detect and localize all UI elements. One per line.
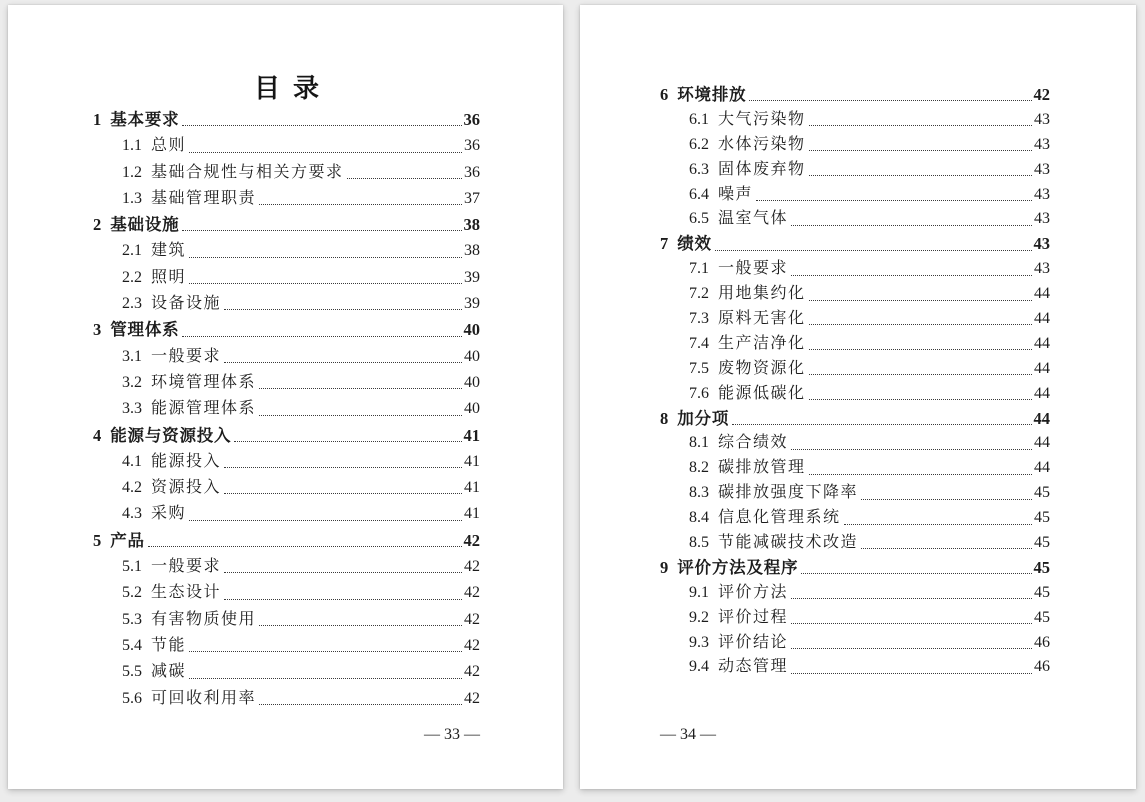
- toc-entry[interactable]: [660, 83, 1050, 108]
- toc-title: 目 录: [253, 74, 319, 103]
- toc-leader-dots: [224, 467, 462, 468]
- toc-entry-pagenum: 41: [464, 505, 480, 523]
- toc-entry-title: 采购: [151, 505, 187, 523]
- toc-entry[interactable]: [660, 581, 1050, 606]
- toc-entry-pagenum: 45: [1034, 534, 1050, 552]
- toc-entry-number: 5.5: [122, 663, 142, 681]
- toc-entry-number: 2: [93, 215, 102, 235]
- toc-entry-number: 1: [93, 110, 102, 129]
- toc-leader-dots: [182, 125, 461, 126]
- toc-entry-number: 8.5: [689, 534, 709, 552]
- toc-entry[interactable]: [93, 160, 480, 186]
- toc-entry[interactable]: [93, 659, 480, 685]
- toc-entry-title: 基础设施: [110, 215, 180, 235]
- toc-entry-title: 一般要求: [151, 347, 222, 365]
- toc-entry[interactable]: [660, 431, 1050, 456]
- toc-entry[interactable]: [660, 332, 1050, 357]
- toc-entry-pagenum: 45: [1034, 583, 1050, 601]
- toc-entry-number: 4: [93, 425, 102, 445]
- toc-leader-dots: [715, 250, 1032, 251]
- toc-entry-number: 7.2: [689, 285, 709, 303]
- toc-entry-title: 基本要求: [110, 110, 180, 129]
- toc-entry-title: 水体污染物: [718, 135, 806, 153]
- toc-entry-title: 噪声: [718, 185, 754, 203]
- toc-entry-number: 7.1: [689, 260, 709, 278]
- toc-leader-dots: [224, 493, 462, 494]
- toc-entry-title: 资源投入: [151, 479, 222, 497]
- toc-entry-title: 固体废弃物: [718, 160, 806, 178]
- toc-entry[interactable]: [660, 531, 1050, 556]
- toc-entry-title: 照明: [151, 268, 187, 286]
- toc-entry[interactable]: [660, 257, 1050, 282]
- toc-leader-dots: [809, 150, 1032, 151]
- toc-entry[interactable]: [93, 107, 480, 133]
- toc-entry[interactable]: [93, 396, 480, 422]
- toc-entry[interactable]: [660, 382, 1050, 407]
- toc-entry-pagenum: 38: [463, 215, 480, 235]
- toc-entry-pagenum: 43: [1034, 185, 1050, 203]
- toc-entry-pagenum: 38: [464, 242, 480, 260]
- toc-entry-number: 5.1: [122, 558, 142, 576]
- toc-entry[interactable]: [660, 556, 1050, 581]
- toc-leader-dots: [189, 520, 462, 521]
- toc-entry-title: 一般要求: [151, 558, 222, 576]
- toc-list-left: [93, 107, 480, 712]
- toc-entry[interactable]: [660, 207, 1050, 232]
- toc-entry-pagenum: 43: [1034, 135, 1050, 153]
- toc-entry[interactable]: [660, 456, 1050, 481]
- toc-leader-dots: [259, 415, 462, 416]
- toc-entry[interactable]: [660, 631, 1050, 656]
- toc-entry-title: 建筑: [151, 242, 187, 260]
- toc-entry-title: 管理体系: [110, 320, 180, 340]
- toc-entry-pagenum: 43: [1034, 210, 1050, 228]
- toc-entry-number: 3.2: [122, 373, 142, 391]
- toc-entry-pagenum: 46: [1034, 658, 1050, 676]
- toc-entry[interactable]: [660, 133, 1050, 158]
- toc-entry-pagenum: 45: [1034, 484, 1050, 502]
- toc-leader-dots: [791, 648, 1032, 649]
- toc-entry-title: 能源低碳化: [718, 384, 806, 402]
- toc-entry[interactable]: [93, 291, 480, 317]
- toc-entry-pagenum: 44: [1034, 310, 1050, 328]
- toc-entry-title: 有害物质使用: [151, 610, 257, 628]
- toc-entry-title: 碳排放管理: [718, 459, 806, 477]
- toc-entry-title: 基础管理职责: [151, 189, 257, 207]
- toc-entry[interactable]: [93, 580, 480, 606]
- toc-entry-pagenum: 40: [464, 400, 480, 418]
- toc-entry[interactable]: [93, 133, 480, 159]
- toc-entry-number: 2.1: [122, 242, 142, 260]
- toc-leader-dots: [182, 230, 461, 231]
- toc-entry-number: 8.1: [689, 434, 709, 452]
- toc-entry-title: 能源管理体系: [151, 400, 257, 418]
- toc-leader-dots: [809, 324, 1032, 325]
- toc-entry-number: 9.4: [689, 658, 709, 676]
- toc-leader-dots: [756, 200, 1032, 201]
- toc-entry-number: 6.5: [689, 210, 709, 228]
- toc-entry-number: 5.6: [122, 689, 142, 707]
- toc-entry[interactable]: [93, 607, 480, 633]
- toc-entry-number: 9.1: [689, 583, 709, 601]
- toc-entry-number: 7.5: [689, 359, 709, 377]
- toc-leader-dots: [809, 374, 1032, 375]
- toc-leader-dots: [791, 673, 1032, 674]
- toc-entry[interactable]: [660, 158, 1050, 183]
- toc-leader-dots: [259, 204, 462, 205]
- toc-entry-number: 7.6: [689, 384, 709, 402]
- toc-entry-pagenum: 43: [1034, 260, 1050, 278]
- toc-leader-dots: [234, 441, 461, 442]
- toc-entry[interactable]: [660, 606, 1050, 631]
- toc-entry-title: 信息化管理系统: [718, 509, 841, 527]
- toc-entry-title: 绩效: [677, 234, 712, 254]
- toc-entry-pagenum: 42: [464, 636, 480, 654]
- toc-entry[interactable]: [93, 475, 480, 501]
- page-left: [8, 5, 563, 789]
- toc-entry-pagenum: 42: [464, 584, 480, 602]
- toc-leader-dots: [224, 362, 462, 363]
- toc-entry-pagenum: 44: [1034, 334, 1050, 352]
- toc-leader-dots: [791, 225, 1032, 226]
- toc-leader-dots: [861, 548, 1032, 549]
- toc-leader-dots: [809, 300, 1032, 301]
- toc-entry-number: 6.3: [689, 160, 709, 178]
- toc-entry-number: 8.3: [689, 484, 709, 502]
- toc-entry-number: 5.4: [122, 636, 142, 654]
- toc-entry-title: 能源与资源投入: [110, 425, 232, 445]
- toc-entry-number: 6: [660, 85, 669, 104]
- toc-entry-number: 8: [660, 408, 669, 428]
- toc-entry-title: 可回收利用率: [151, 689, 257, 707]
- toc-entry[interactable]: [660, 481, 1050, 506]
- toc-entry-title: 原料无害化: [718, 310, 806, 328]
- toc-entry-pagenum: 41: [463, 425, 480, 445]
- toc-entry-pagenum: 45: [1033, 557, 1050, 577]
- toc-entry-number: 6.1: [689, 110, 709, 128]
- toc-entry-pagenum: 43: [1034, 110, 1050, 128]
- toc-leader-dots: [809, 474, 1032, 475]
- toc-entry-title: 产品: [110, 530, 145, 550]
- toc-leader-dots: [791, 275, 1032, 276]
- toc-entry-pagenum: 36: [464, 137, 480, 155]
- toc-entry-title: 大气污染物: [718, 110, 806, 128]
- toc-entry-number: 3: [93, 320, 102, 340]
- toc-entry-number: 5.3: [122, 610, 142, 628]
- toc-entry-pagenum: 39: [464, 295, 480, 313]
- toc-entry-title: 用地集约化: [718, 285, 806, 303]
- toc-entry-pagenum: 36: [464, 163, 480, 181]
- toc-entry-title: 能源投入: [151, 452, 222, 470]
- toc-leader-dots: [791, 598, 1032, 599]
- toc-leader-dots: [809, 399, 1032, 400]
- toc-entry-number: 7.4: [689, 334, 709, 352]
- toc-leader-dots: [732, 424, 1031, 425]
- toc-entry-pagenum: 44: [1034, 434, 1050, 452]
- toc-entry-title: 环境管理体系: [151, 373, 257, 391]
- toc-entry-number: 8.2: [689, 459, 709, 477]
- toc-entry-title: 环境排放: [677, 85, 747, 104]
- toc-entry-number: 9.3: [689, 633, 709, 651]
- toc-entry-number: 2.2: [122, 268, 142, 286]
- toc-entry[interactable]: [660, 655, 1050, 680]
- toc-entry-number: 2.3: [122, 295, 142, 313]
- toc-entry-title: 总则: [151, 137, 187, 155]
- toc-entry-number: 3.3: [122, 400, 142, 418]
- toc-entry[interactable]: [93, 423, 480, 449]
- toc-entry-number: 7: [660, 234, 669, 254]
- toc-leader-dots: [749, 100, 1031, 101]
- toc-entry-title: 加分项: [677, 408, 730, 428]
- toc-entry[interactable]: [660, 232, 1050, 257]
- toc-entry[interactable]: [93, 370, 480, 396]
- toc-entry-pagenum: 45: [1034, 509, 1050, 527]
- toc-leader-dots: [224, 572, 462, 573]
- toc-leader-dots: [809, 349, 1032, 350]
- toc-entry-pagenum: 44: [1034, 384, 1050, 402]
- toc-entry[interactable]: [660, 357, 1050, 382]
- toc-entry-pagenum: 44: [1033, 408, 1050, 428]
- toc-entry-pagenum: 42: [463, 530, 480, 550]
- toc-entry[interactable]: [93, 212, 480, 238]
- toc-entry[interactable]: [93, 686, 480, 712]
- toc-entry-title: 一般要求: [718, 260, 789, 278]
- toc-entry-pagenum: 40: [464, 347, 480, 365]
- toc-entry-pagenum: 43: [1033, 234, 1050, 254]
- toc-leader-dots: [791, 449, 1032, 450]
- toc-entry-number: 8.4: [689, 509, 709, 527]
- toc-entry-pagenum: 42: [1033, 85, 1050, 104]
- toc-entry-title: 评价过程: [718, 608, 789, 626]
- toc-entry-title: 节能: [151, 636, 187, 654]
- toc-entry-pagenum: 42: [464, 663, 480, 681]
- toc-entry-title: 生态设计: [151, 584, 222, 602]
- toc-leader-dots: [259, 625, 462, 626]
- toc-entry-number: 5.2: [122, 584, 142, 602]
- toc-entry-title: 减碳: [151, 663, 187, 681]
- toc-entry-title: 生产洁净化: [718, 334, 806, 352]
- toc-entry-number: 9: [660, 557, 669, 577]
- toc-entry[interactable]: [93, 344, 480, 370]
- toc-entry-pagenum: 36: [463, 110, 480, 129]
- toc-entry-title: 设备设施: [151, 295, 222, 313]
- toc-leader-dots: [189, 152, 462, 153]
- toc-entry-pagenum: 42: [464, 558, 480, 576]
- page-number-footer-right-page: — 34 —: [660, 726, 716, 743]
- toc-entry-number: 4.3: [122, 505, 142, 523]
- toc-leader-dots: [224, 309, 462, 310]
- toc-entry-title: 废物资源化: [718, 359, 806, 377]
- page-number-footer-left-page: — 33 —: [424, 726, 480, 743]
- toc-leader-dots: [189, 283, 462, 284]
- toc-entry-title: 动态管理: [718, 658, 789, 676]
- toc-entry-number: 1.2: [122, 163, 142, 181]
- toc-entry-pagenum: 41: [464, 479, 480, 497]
- toc-entry-title: 评价方法: [718, 583, 789, 601]
- toc-entry[interactable]: [93, 633, 480, 659]
- toc-entry[interactable]: [93, 528, 480, 554]
- toc-entry[interactable]: [93, 554, 480, 580]
- toc-entry-pagenum: 43: [1034, 160, 1050, 178]
- toc-entry-pagenum: 41: [464, 452, 480, 470]
- toc-leader-dots: [801, 573, 1031, 574]
- toc-entry-pagenum: 45: [1034, 608, 1050, 626]
- toc-entry-pagenum: 37: [464, 189, 480, 207]
- toc-entry-pagenum: 40: [463, 320, 480, 340]
- toc-entry[interactable]: [660, 407, 1050, 432]
- toc-leader-dots: [148, 546, 462, 547]
- toc-entry-title: 碳排放强度下降率: [718, 484, 859, 502]
- toc-leader-dots: [809, 175, 1032, 176]
- toc-entry[interactable]: [660, 307, 1050, 332]
- toc-leader-dots: [861, 499, 1032, 500]
- toc-entry-number: 6.4: [689, 185, 709, 203]
- toc-entry[interactable]: [660, 183, 1050, 208]
- toc-entry[interactable]: [93, 238, 480, 264]
- toc-entry-number: 1.1: [122, 137, 142, 155]
- toc-leader-dots: [791, 623, 1032, 624]
- toc-leader-dots: [189, 651, 462, 652]
- toc-entry[interactable]: [93, 317, 480, 343]
- toc-leader-dots: [189, 257, 462, 258]
- toc-entry-number: 1.3: [122, 189, 142, 207]
- toc-entry[interactable]: [660, 108, 1050, 133]
- toc-leader-dots: [224, 599, 462, 600]
- toc-entry-pagenum: 44: [1034, 285, 1050, 303]
- toc-entry-pagenum: 42: [464, 689, 480, 707]
- toc-entry-number: 5: [93, 530, 102, 550]
- toc-leader-dots: [182, 336, 461, 337]
- toc-entry[interactable]: [93, 449, 480, 475]
- toc-entry-title: 评价方法及程序: [677, 557, 799, 577]
- toc-entry-pagenum: 42: [464, 610, 480, 628]
- toc-entry[interactable]: [93, 186, 480, 212]
- toc-entry-title: 综合绩效: [718, 434, 789, 452]
- toc-entry-pagenum: 44: [1034, 459, 1050, 477]
- toc-leader-dots: [189, 678, 462, 679]
- toc-entry-number: 7.3: [689, 310, 709, 328]
- toc-entry-number: 6.2: [689, 135, 709, 153]
- toc-entry[interactable]: [660, 282, 1050, 307]
- toc-entry[interactable]: [93, 501, 480, 527]
- toc-entry-pagenum: 40: [464, 373, 480, 391]
- toc-entry-pagenum: 39: [464, 268, 480, 286]
- toc-entry-pagenum: 46: [1034, 633, 1050, 651]
- toc-leader-dots: [347, 178, 462, 179]
- toc-entry-title: 基础合规性与相关方要求: [151, 163, 344, 181]
- toc-entry[interactable]: [660, 506, 1050, 531]
- toc-leader-dots: [809, 125, 1032, 126]
- toc-list-right: [660, 83, 1050, 680]
- toc-entry-pagenum: 44: [1034, 359, 1050, 377]
- toc-entry-number: 3.1: [122, 347, 142, 365]
- page-right: [580, 5, 1136, 789]
- toc-entry-number: 4.2: [122, 479, 142, 497]
- toc-entry[interactable]: [93, 265, 480, 291]
- toc-leader-dots: [844, 524, 1032, 525]
- toc-leader-dots: [259, 704, 462, 705]
- toc-entry-number: 4.1: [122, 452, 142, 470]
- toc-entry-title: 节能减碳技术改造: [718, 534, 859, 552]
- toc-entry-title: 温室气体: [718, 210, 789, 228]
- toc-leader-dots: [259, 388, 462, 389]
- toc-entry-number: 9.2: [689, 608, 709, 626]
- toc-entry-title: 评价结论: [718, 633, 789, 651]
